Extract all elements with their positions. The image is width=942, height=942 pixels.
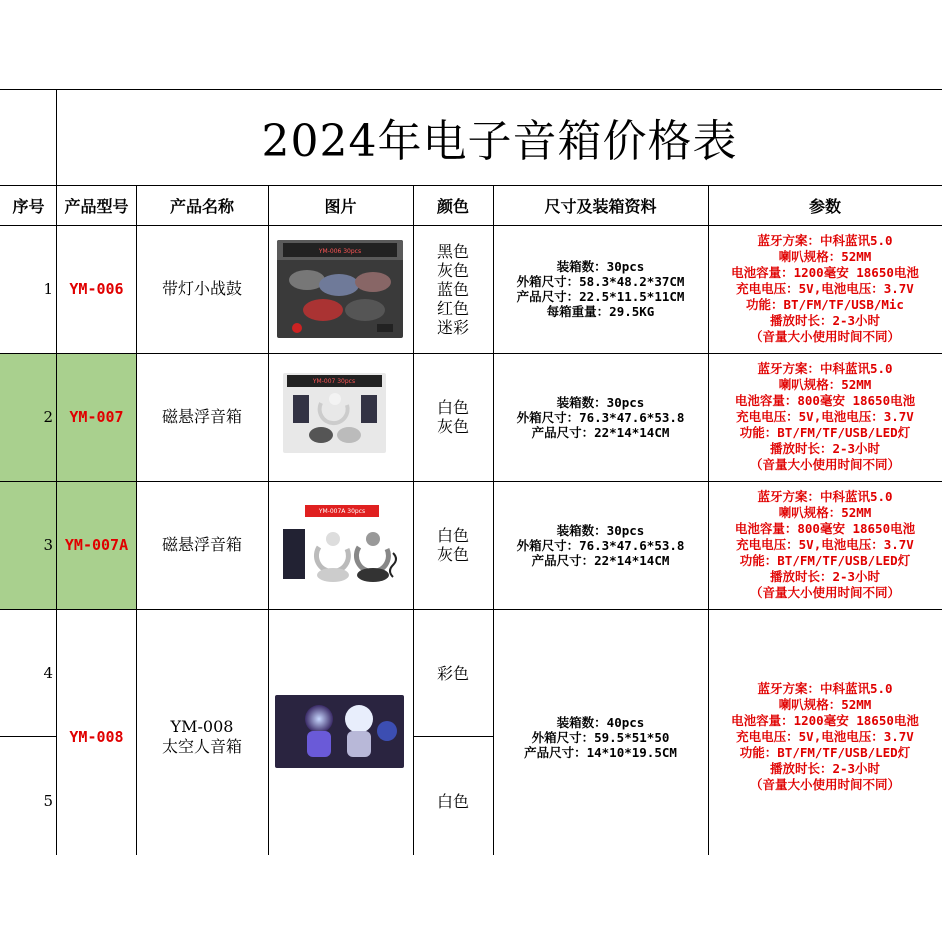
row4-model: YM-008 [69,728,124,746]
row4-pack-2: 外箱尺寸：59.5*51*50 [531,729,670,745]
grid-col-5 [493,185,494,855]
grid-row3-bottom [0,609,942,610]
row4-param-5: 功能：BT/FM/TF/USB/LED灯 [739,745,911,760]
header-image: 图片 [324,196,357,216]
row2-param-6: 播放时长：2-3小时 [769,441,881,456]
header-name: 产品名称 [169,196,234,216]
row3-name [136,481,268,609]
row4-param-1: 蓝牙方案：中科蓝讯5.0 [757,681,893,696]
header-index: 序号 [12,196,45,216]
row1-packing [493,225,708,353]
row2-param-7: （音量大小使用时间不同） [749,457,900,472]
row3-color-2: 灰色 [436,545,469,564]
row1-param-3: 电池容量：1200毫安 18650电池 [731,265,919,280]
row3-product-image [277,503,407,585]
row1-pack-4: 每箱重量：29.5KG [546,304,655,319]
row4-params [708,609,942,865]
row2-param-5: 功能：BT/FM/TF/USB/LED灯 [739,425,911,440]
row2-pack-2: 外箱尺寸：76.3*47.6*53.8 [516,409,685,425]
row2-color-1: 白色 [436,398,469,417]
row1-param-4: 充电电压：5V,电池电压：3.7V [736,281,914,296]
row1-image-caption: YM-006 30pcs [318,248,362,255]
row4-pack-1: 装箱数：40pcs [556,714,645,730]
row3-name-line: 磁悬浮音箱 [161,535,242,554]
row2-product-image [283,373,386,453]
row4-param-3: 电池容量：1200毫安 18650电池 [731,713,919,728]
row3-param-6: 播放时长：2-3小时 [769,569,881,584]
header-packing: 尺寸及装箱资料 [544,196,657,216]
grid-col-4 [413,185,414,855]
row4-name-line-2: 太空人音箱 [161,737,242,756]
row1-model: YM-006 [69,280,124,298]
grid-top [0,89,942,90]
row4-product-image [275,695,404,768]
row2-param-2: 喇叭规格：52MM [778,377,872,392]
row1-params [708,225,942,353]
grid-row4-split-color [413,736,493,737]
levitation-speaker-photo [283,373,386,453]
row2-image-caption: YM-007 30pcs [312,378,356,385]
row4-param-7: （音量大小使用时间不同） [749,777,900,792]
row1-color-2: 灰色 [436,260,469,280]
header-model: 产品型号 [64,196,129,216]
row3-pack-1: 装箱数：30pcs [556,522,645,538]
header-color: 颜色 [436,196,469,216]
row3-image-caption: YM-007A 30pcs [318,508,366,515]
row2-color-2: 灰色 [436,417,469,436]
row1-index: 1 [43,280,53,298]
row2-packing [493,353,708,481]
row2-param-1: 蓝牙方案：中科蓝讯5.0 [757,361,893,376]
grid-row1-bottom [0,353,942,354]
row1-param-1: 蓝牙方案：中科蓝讯5.0 [757,233,893,248]
row1-param-2: 喇叭规格：52MM [778,249,872,264]
row3-param-3: 电池容量：800毫安 18650电池 [734,521,916,536]
row2-index: 2 [43,408,53,426]
row3-colors [413,481,493,609]
row3-params [708,481,942,609]
row3-color-1: 白色 [436,526,469,545]
grid-row4-split-index [0,736,57,737]
astronaut-speaker-photo [275,695,404,768]
grid-row2-bottom [0,481,942,482]
row5-color: 白色 [436,791,469,811]
row4-param-2: 喇叭规格：52MM [778,697,872,712]
row1-pack-3: 产品尺寸：22.5*11.5*11CM [516,289,685,304]
row4-name [136,609,268,865]
row2-param-3: 电池容量：800毫安 18650电池 [734,393,916,408]
row4-packing [493,609,708,865]
row3-param-2: 喇叭规格：52MM [778,505,872,520]
row3-index: 3 [43,536,53,554]
drum-speaker-photo [277,240,403,338]
row1-param-7: （音量大小使用时间不同） [749,329,900,344]
row2-model: YM-007 [69,408,124,426]
row5-index: 5 [43,792,53,810]
row3-packing [493,481,708,609]
levitation-speaker-a-photo [277,503,407,585]
row1-colors [413,225,493,353]
row1-name-line: 带灯小战鼓 [161,279,242,298]
row3-model: YM-007A [64,536,129,554]
row1-color-1: 黑色 [436,241,469,261]
row2-params [708,353,942,481]
grid-header-top [0,185,942,186]
row3-param-7: （音量大小使用时间不同） [749,585,900,600]
row1-color-5: 迷彩 [436,317,469,337]
row1-color-3: 蓝色 [436,279,469,299]
row4-param-6: 播放时长：2-3小时 [769,761,881,776]
row3-pack-2: 外箱尺寸：76.3*47.6*53.8 [516,537,685,553]
row4-index: 4 [43,664,53,682]
row2-param-4: 充电电压：5V,电池电压：3.7V [736,409,914,424]
row1-param-6: 播放时长：2-3小时 [769,313,881,328]
row3-param-5: 功能：BT/FM/TF/USB/LED灯 [739,553,911,568]
row3-param-1: 蓝牙方案：中科蓝讯5.0 [757,489,893,504]
row4-name-line-1: YM-008 [170,717,234,736]
row3-pack-3: 产品尺寸：22*14*14CM [531,552,670,568]
grid-col-6 [708,185,709,855]
row1-param-5: 功能：BT/FM/TF/USB/Mic [746,297,904,312]
row2-pack-3: 产品尺寸：22*14*14CM [531,424,670,440]
row3-param-4: 充电电压：5V,电池电压：3.7V [736,537,914,552]
row1-pack-1: 装箱数：30pcs [556,259,645,274]
row4-param-4: 充电电压：5V,电池电压：3.7V [736,729,914,744]
row1-pack-2: 外箱尺寸：58.3*48.2*37CM [516,274,685,289]
row1-color-4: 红色 [436,298,469,318]
row4-pack-3: 产品尺寸：14*10*19.5CM [524,744,677,760]
grid-col-2 [136,185,137,855]
row2-name [136,353,268,481]
grid-col-3 [268,185,269,855]
row4-color: 彩色 [436,663,469,683]
row1-product-image [277,240,403,338]
grid-col-1 [56,89,57,855]
grid-header-bottom [0,225,942,226]
row1-name [136,225,268,353]
row2-name-line: 磁悬浮音箱 [161,407,242,426]
row2-colors [413,353,493,481]
page-title: 2024年电子音箱价格表 [261,116,738,167]
header-params: 参数 [808,196,841,216]
row2-pack-1: 装箱数：30pcs [556,394,645,410]
